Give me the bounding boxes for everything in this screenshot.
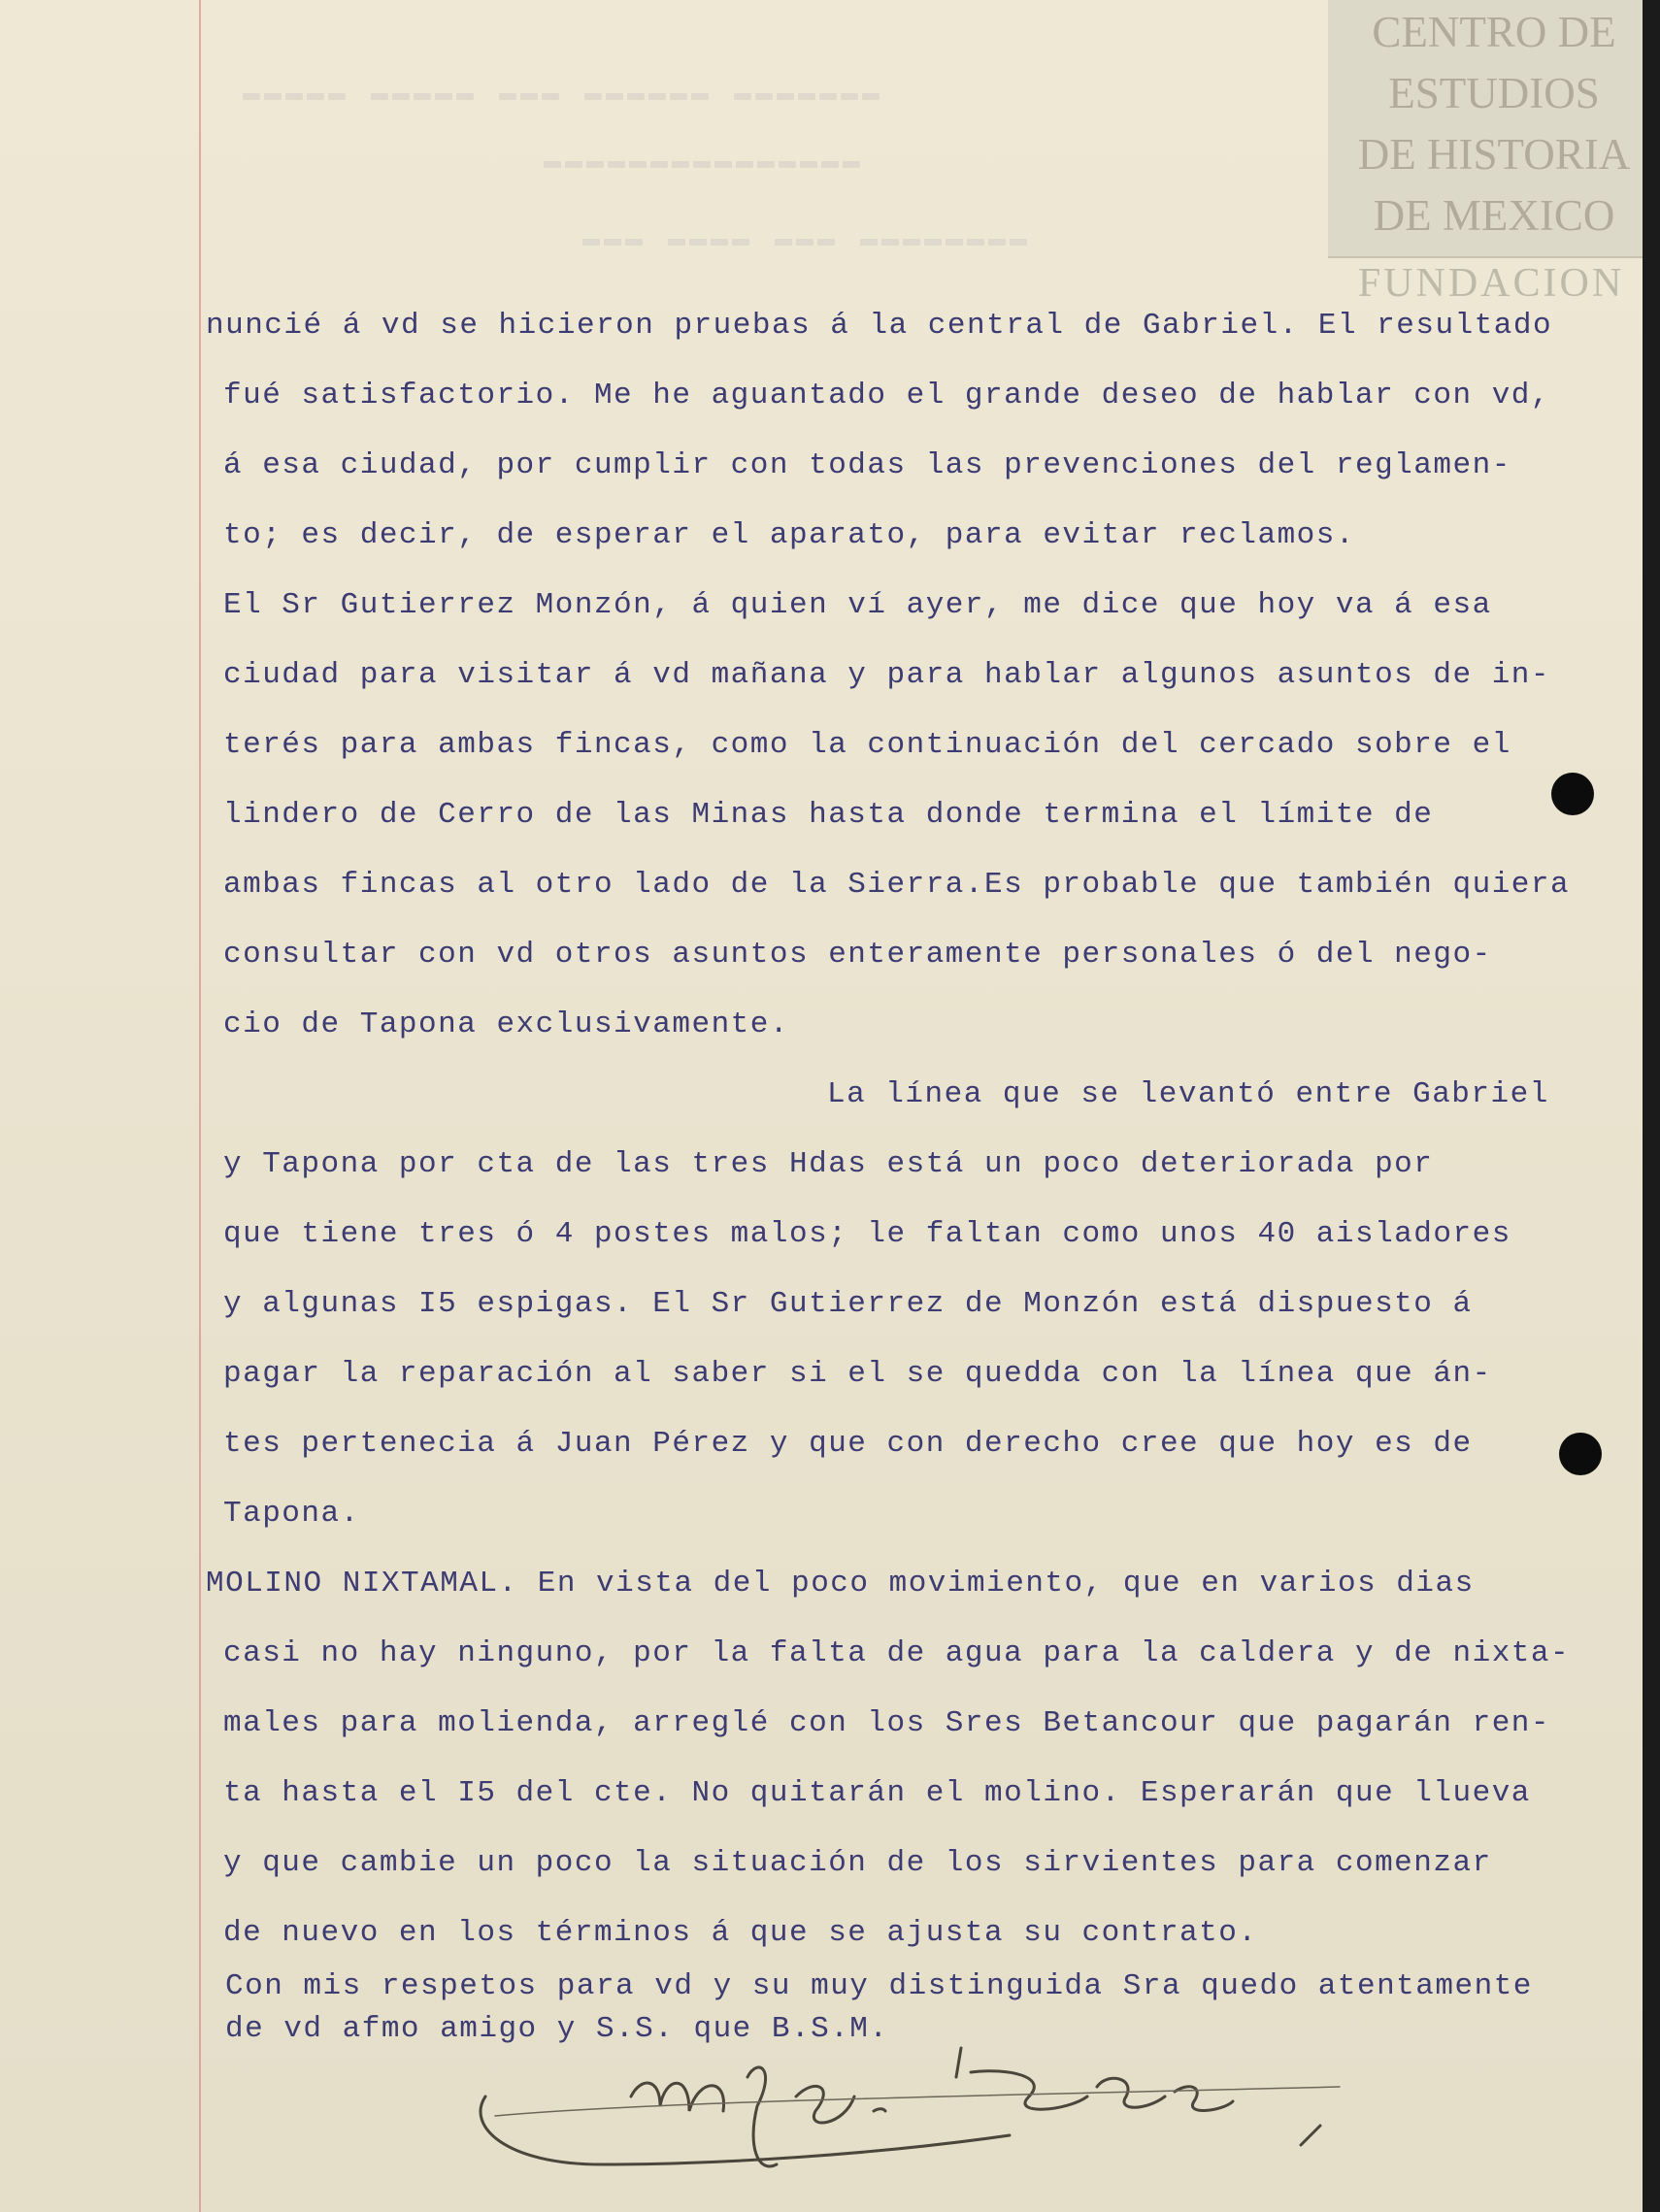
letter-line: consultar con vd otros asuntos enteramente personales ó del nego-	[223, 938, 1492, 972]
letter-line: males para molienda, arreglé con los Sres Betancour que pagarán ren-	[223, 1706, 1551, 1740]
bleed-through-text: ▬▬▬▬▬▬▬▬▬▬▬▬▬▬▬	[544, 146, 865, 179]
letter-line: El Sr Gutierrez Monzón, á quien ví ayer, me dice que hoy va á esa	[223, 588, 1492, 622]
letter-line: ta hasta el I5 del cte. No quitarán el molino. Esperarán que llueva	[223, 1776, 1531, 1810]
letter-line: to; es decir, de esperar el aparato, para evitar reclamos.	[223, 518, 1355, 552]
letter-line: y Tapona por cta de las tres Hdas está un poco deteriorada por	[223, 1147, 1434, 1181]
letter-line: lindero de Cerro de las Minas hasta donde termina el límite de	[223, 798, 1434, 832]
letter-line: y que cambie un poco la situación de los sirvientes para comenzar	[223, 1846, 1492, 1880]
watermark-line: ESTUDIOS	[1388, 69, 1600, 117]
handwritten-signature	[466, 2019, 1359, 2203]
letter-line: terés para ambas fincas, como la continuación del cercado sobre el	[223, 728, 1511, 762]
letter-line: fué satisfactorio. Me he aguantado el grande deseo de hablar con vd,	[223, 379, 1551, 413]
letter-line: de nuevo en los términos á que se ajusta su contrato.	[223, 1916, 1258, 1950]
watermark-line: DE HISTORIA	[1357, 130, 1631, 179]
letter-line: casi no hay ninguno, por la falta de agua para la caldera y de nixta-	[223, 1636, 1571, 1670]
margin-rule	[199, 0, 201, 2212]
letter-line: ambas fincas al otro lado de la Sierra.Es probable que también quiera	[223, 868, 1571, 902]
punch-hole	[1551, 773, 1594, 815]
letter-line: y algunas I5 espigas. El Sr Gutierrez de Monzón está dispuesto á	[223, 1287, 1473, 1321]
letter-line: La línea que se levantó entre Gabriel	[827, 1077, 1549, 1111]
bleed-through-text: ▬▬▬ ▬▬▬▬ ▬▬▬ ▬▬▬▬▬▬▬▬	[582, 223, 1032, 256]
closing-line: de vd afmo amigo y S.S. que B.S.M.	[225, 2012, 889, 2046]
bleed-through-text: ▬▬▬▬▬ ▬▬▬▬▬ ▬▬▬ ▬▬▬▬▬▬ ▬▬▬▬▬▬▬	[243, 78, 884, 111]
closing-line: Con mis respetos para vd y su muy distinguida Sra quedo atentamente	[225, 1969, 1533, 2003]
letter-line: á esa ciudad, por cumplir con todas las prevenciones del reglamen-	[223, 448, 1511, 482]
letter-line: cio de Tapona exclusivamente.	[223, 1007, 789, 1041]
letter-line: que tiene tres ó 4 postes malos; le faltan como unos 40 aisladores	[223, 1217, 1511, 1251]
letter-body	[206, 291, 1570, 1968]
letter-line: ciudad para visitar á vd mañana y para hablar algunos asuntos de in-	[223, 658, 1551, 692]
letter-line: MOLINO NIXTAMAL. En vista del poco movimiento, que en varios dias	[206, 1567, 1475, 1601]
watermark-line: CENTRO DE	[1372, 8, 1616, 56]
archive-watermark	[1328, 0, 1643, 258]
punch-hole	[1559, 1433, 1602, 1475]
letter-line: pagar la reparación al saber si el se quedda con la línea que án-	[223, 1357, 1492, 1391]
watermark-line: DE MEXICO	[1373, 191, 1615, 240]
letter-line: tes pertenecia á Juan Pérez y que con derecho cree que hoy es de	[223, 1427, 1473, 1461]
letter-line: Tapona.	[223, 1497, 360, 1531]
letter-line: nuncié á vd se hicieron pruebas á la central de Gabriel. El resultado	[206, 309, 1553, 343]
watermark-subtitle: FUNDACION	[1357, 261, 1625, 306]
